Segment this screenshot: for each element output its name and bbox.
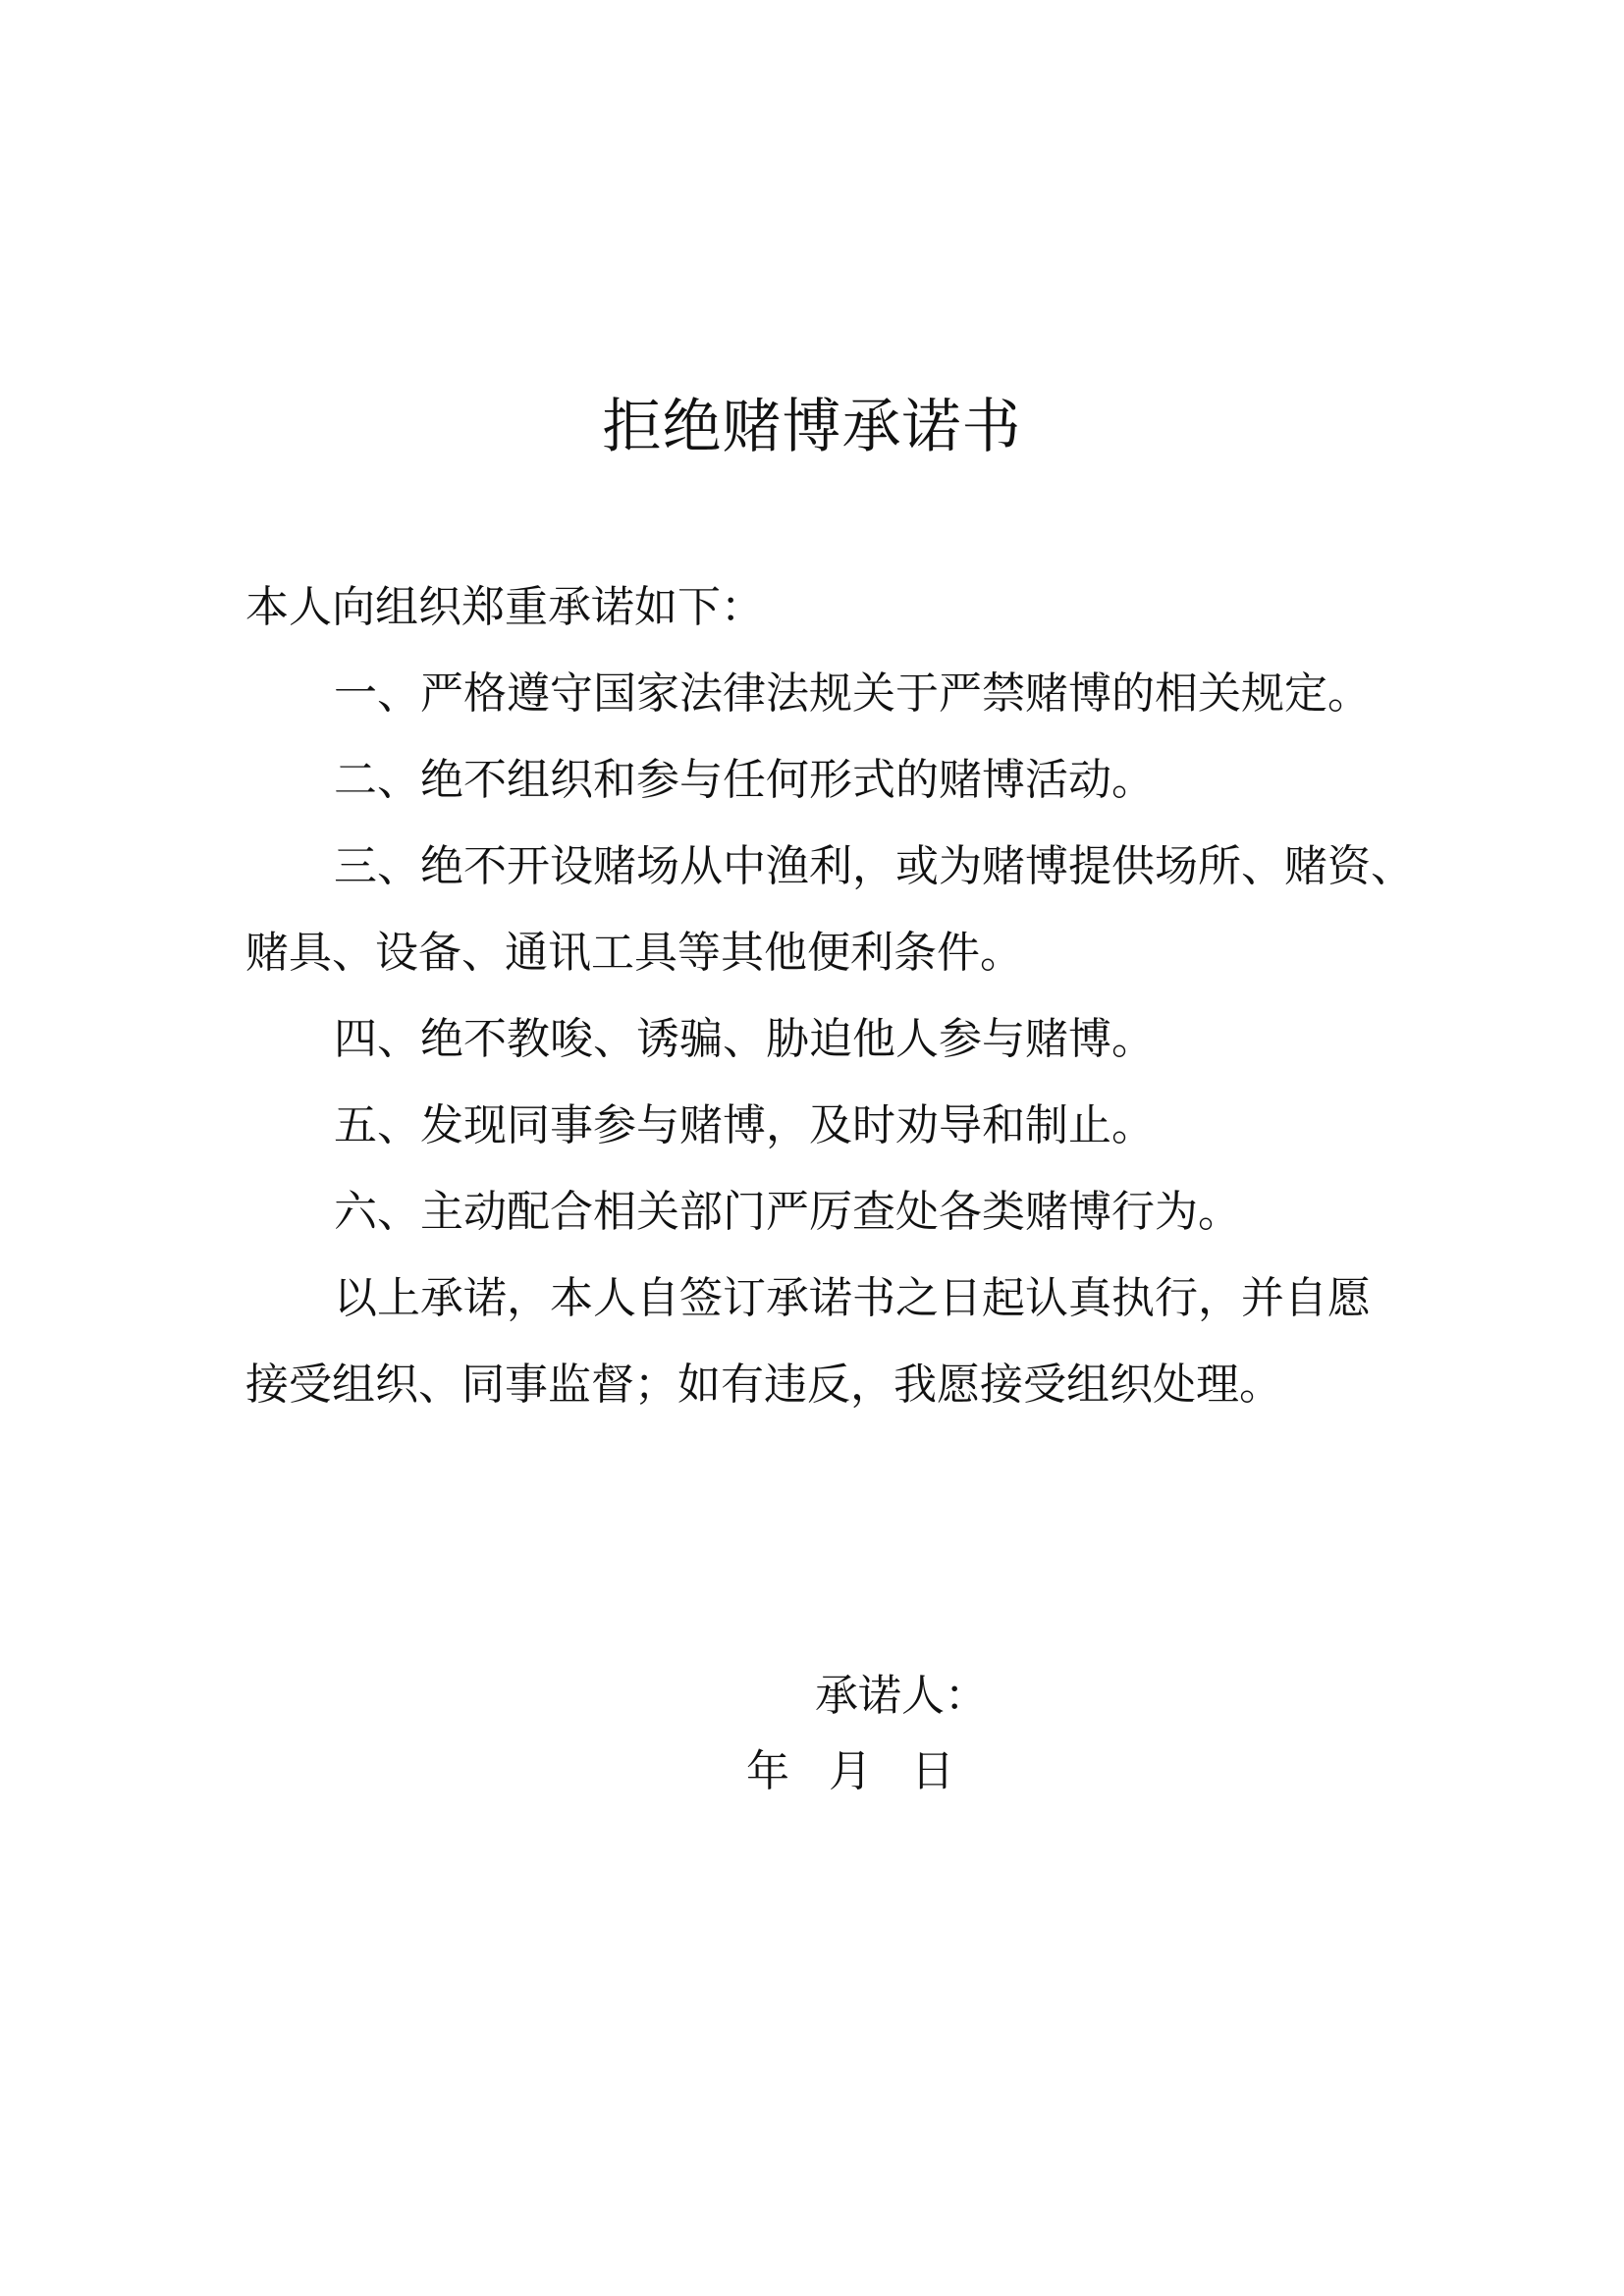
intro-paragraph: 本人向组织郑重承诺如下： xyxy=(245,582,764,632)
date-line xyxy=(746,1742,954,1801)
document-body xyxy=(245,564,1414,1428)
year-label: 年 xyxy=(746,1746,789,1796)
pledge-item-6: 六、主动配合相关部门严厉查处各类赌博行为。 xyxy=(334,1187,1241,1237)
pledge-item-1: 一、严格遵守国家法律法规关于严禁赌博的相关规定。 xyxy=(334,668,1371,719)
day-label: 日 xyxy=(911,1746,954,1796)
document-title: 拒绝赌博承诺书 xyxy=(602,393,1022,461)
pledge-item-4: 四、绝不教唆、诱骗、胁迫他人参与赌博。 xyxy=(334,1014,1155,1064)
pledge-item-2: 二、绝不组织和参与任何形式的赌博活动。 xyxy=(334,755,1155,805)
pledge-item-5: 五、发现同事参与赌博，及时劝导和制止。 xyxy=(334,1100,1155,1150)
pledge-item-3-continuation: 赌具、设备、通讯工具等其他便利条件。 xyxy=(245,928,1023,978)
month-label: 月 xyxy=(829,1746,872,1796)
pledge-item-3: 三、绝不开设赌场从中渔利，或为赌博提供场所、赌资、 xyxy=(334,841,1414,891)
promiser-label: 承诺人： xyxy=(815,1671,988,1721)
closing-paragraph-line-1: 以上承诺，本人自签订承诺书之日起认真执行，并自愿 xyxy=(334,1273,1371,1323)
closing-paragraph-line-2: 接受组织、同事监督；如有违反，我愿接受组织处理。 xyxy=(245,1360,1282,1410)
